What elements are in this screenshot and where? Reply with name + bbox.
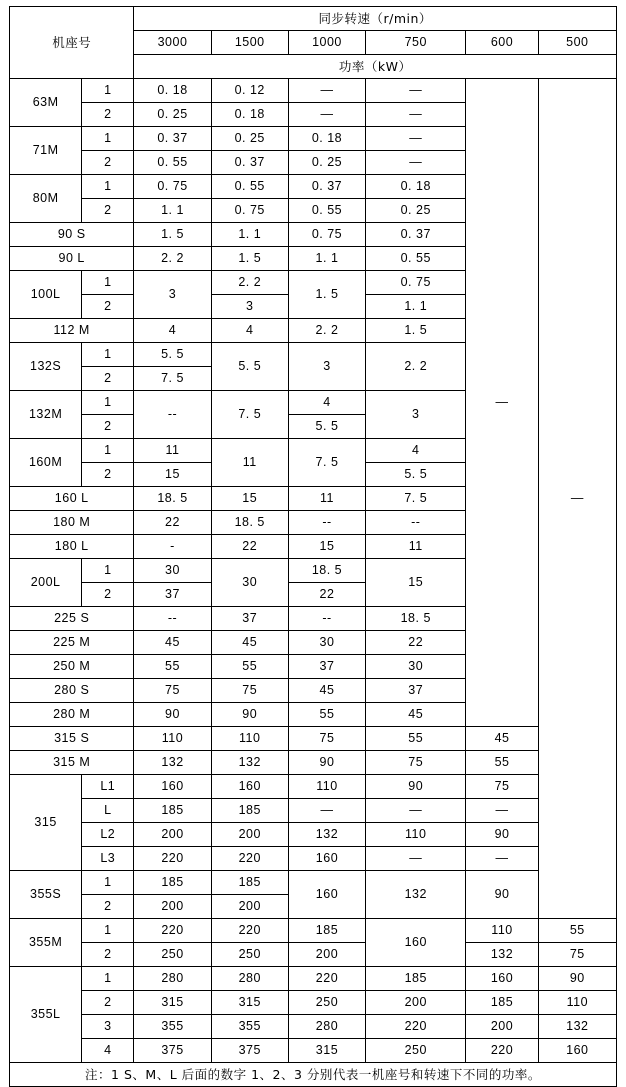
frame-label: 280 M	[10, 703, 134, 727]
table-row	[10, 823, 617, 847]
sub-label: 1	[82, 175, 134, 199]
sub-label: 2	[82, 463, 134, 487]
cell-750: 1. 5	[366, 319, 466, 343]
cell-1000: 4	[288, 391, 365, 415]
cell-3000: 15	[134, 463, 211, 487]
cell-1500: 185	[211, 799, 288, 823]
cell-750: 0. 37	[366, 223, 466, 247]
cell-1000: 55	[288, 703, 365, 727]
cell-1500: 11	[211, 439, 288, 487]
cell-750: --	[366, 511, 466, 535]
table-row	[10, 727, 617, 751]
cell-1000: 11	[288, 487, 365, 511]
cell-1000: 0. 55	[288, 199, 365, 223]
cell-3000: 3	[134, 271, 211, 319]
frame-label: 132S	[10, 343, 82, 391]
cell-3000: 160	[134, 775, 211, 799]
cell-1500: 355	[211, 1015, 288, 1039]
table-row	[10, 967, 617, 991]
cell-3000: 200	[134, 895, 211, 919]
cell-1000: 160	[288, 871, 365, 919]
cell-1500: 160	[211, 775, 288, 799]
header-speed-750: 750	[366, 31, 466, 55]
cell-1000: --	[288, 607, 365, 631]
sub-label: L	[82, 799, 134, 823]
frame-label: 160M	[10, 439, 82, 487]
cell-750: 110	[366, 823, 466, 847]
cell-1500: 0. 18	[211, 103, 288, 127]
cell-3000: 2. 2	[134, 247, 211, 271]
header-speed-500: 500	[538, 31, 616, 55]
sub-label: L3	[82, 847, 134, 871]
cell-750: 250	[366, 1039, 466, 1063]
cell-3000: 90	[134, 703, 211, 727]
cell-1500: 75	[211, 679, 288, 703]
cell-1500: 0. 37	[211, 151, 288, 175]
cell-750: 0. 55	[366, 247, 466, 271]
table-row	[10, 847, 617, 871]
frame-label: 160 L	[10, 487, 134, 511]
header-power-group: 功率（kW）	[134, 55, 617, 79]
cell-600: 132	[466, 943, 538, 967]
cell-600: 160	[466, 967, 538, 991]
cell-1500: 110	[211, 727, 288, 751]
cell-1000: 22	[288, 583, 365, 607]
cell-1000: 132	[288, 823, 365, 847]
cell-750: 90	[366, 775, 466, 799]
header-speed-600: 600	[466, 31, 538, 55]
cell-1000: 0. 75	[288, 223, 365, 247]
cell-1500: 2. 2	[211, 271, 288, 295]
sub-label: 2	[82, 943, 134, 967]
cell-3000: 1. 5	[134, 223, 211, 247]
cell-1000: 220	[288, 967, 365, 991]
cell-750: —	[366, 79, 466, 103]
cell-500: 75	[538, 943, 616, 967]
sub-label: 2	[82, 103, 134, 127]
frame-label: 355L	[10, 967, 82, 1063]
cell-3000: 220	[134, 847, 211, 871]
cell-3000: 355	[134, 1015, 211, 1039]
cell-3000: 110	[134, 727, 211, 751]
frame-label: 355S	[10, 871, 82, 919]
cell-600: 75	[466, 775, 538, 799]
cell-1000: 200	[288, 943, 365, 967]
cell-750: 37	[366, 679, 466, 703]
cell-600: 90	[466, 871, 538, 919]
cell-1500: 315	[211, 991, 288, 1015]
cell-3000: --	[134, 607, 211, 631]
frame-label: 225 S	[10, 607, 134, 631]
cell-3000: 30	[134, 559, 211, 583]
cell-3000: 0. 55	[134, 151, 211, 175]
header-speed-group: 同步转速（r/min）	[134, 7, 617, 31]
frame-label: 63M	[10, 79, 82, 127]
cell-3000: 45	[134, 631, 211, 655]
sub-label: 1	[82, 79, 134, 103]
sub-label: 2	[82, 295, 134, 319]
header-speed-1500: 1500	[211, 31, 288, 55]
cell-600: 55	[466, 751, 538, 775]
cell-1500: 45	[211, 631, 288, 655]
sub-label: L2	[82, 823, 134, 847]
frame-label: 180 L	[10, 535, 134, 559]
cell-1000: 110	[288, 775, 365, 799]
cell-600: 200	[466, 1015, 538, 1039]
sub-label: 1	[82, 343, 134, 367]
cell-600: 185	[466, 991, 538, 1015]
cell-3000: 315	[134, 991, 211, 1015]
sub-label: L1	[82, 775, 134, 799]
cell-1500: 55	[211, 655, 288, 679]
cell-1000: 1. 1	[288, 247, 365, 271]
sub-label: 1	[82, 391, 134, 415]
table-row	[10, 919, 617, 943]
cell-1000: 1. 5	[288, 271, 365, 319]
cell-3000: 37	[134, 583, 211, 607]
cell-3000: 0. 25	[134, 103, 211, 127]
cell-3000: 7. 5	[134, 367, 211, 391]
cell-500: 90	[538, 967, 616, 991]
cell-750: 45	[366, 703, 466, 727]
table-row	[10, 871, 617, 895]
note-row	[10, 1063, 617, 1087]
cell-750: 1. 1	[366, 295, 466, 319]
cell-1000: 0. 18	[288, 127, 365, 151]
cell-1500: 5. 5	[211, 343, 288, 391]
sub-label: 2	[82, 583, 134, 607]
table-row	[10, 991, 617, 1015]
cell-3000: 1. 1	[134, 199, 211, 223]
frame-label: 200L	[10, 559, 82, 607]
cell-1500: 0. 75	[211, 199, 288, 223]
frame-label: 180 M	[10, 511, 134, 535]
frame-label: 315	[10, 775, 82, 871]
cell-1000: 30	[288, 631, 365, 655]
cell-3000: 280	[134, 967, 211, 991]
cell-1500: 250	[211, 943, 288, 967]
cell-1500: 185	[211, 871, 288, 895]
cell-3000: 200	[134, 823, 211, 847]
cell-750: 11	[366, 535, 466, 559]
frame-label: 225 M	[10, 631, 134, 655]
cell-1000: 2. 2	[288, 319, 365, 343]
cell-600-merged: —	[466, 79, 538, 727]
cell-750: 185	[366, 967, 466, 991]
cell-1000: 0. 25	[288, 151, 365, 175]
sub-label: 2	[82, 151, 134, 175]
cell-1500: 132	[211, 751, 288, 775]
sub-label: 3	[82, 1015, 134, 1039]
table-row	[10, 943, 617, 967]
cell-1500: 18. 5	[211, 511, 288, 535]
sub-label: 2	[82, 415, 134, 439]
cell-3000: 185	[134, 871, 211, 895]
cell-750: 132	[366, 871, 466, 919]
frame-label: 71M	[10, 127, 82, 175]
cell-3000: 0. 37	[134, 127, 211, 151]
cell-1000: 280	[288, 1015, 365, 1039]
cell-3000: 75	[134, 679, 211, 703]
frame-label: 315 M	[10, 751, 134, 775]
frame-label: 90 L	[10, 247, 134, 271]
cell-3000: 375	[134, 1039, 211, 1063]
frame-label: 250 M	[10, 655, 134, 679]
cell-3000: 0. 18	[134, 79, 211, 103]
frame-label: 315 S	[10, 727, 134, 751]
cell-1000: 90	[288, 751, 365, 775]
cell-1000: 0. 37	[288, 175, 365, 199]
cell-750: 5. 5	[366, 463, 466, 487]
cell-1000: 315	[288, 1039, 365, 1063]
sub-label: 2	[82, 367, 134, 391]
sub-label: 2	[82, 991, 134, 1015]
table-row	[10, 1015, 617, 1039]
table-row	[10, 799, 617, 823]
cell-750: 55	[366, 727, 466, 751]
cell-3000: --	[134, 391, 211, 439]
cell-3000: 11	[134, 439, 211, 463]
cell-1000: 5. 5	[288, 415, 365, 439]
cell-750: 15	[366, 559, 466, 607]
cell-3000: 185	[134, 799, 211, 823]
motor-power-table	[9, 6, 617, 1087]
cell-3000: 250	[134, 943, 211, 967]
cell-1000: 3	[288, 343, 365, 391]
cell-1500: 0. 25	[211, 127, 288, 151]
cell-1000: 18. 5	[288, 559, 365, 583]
cell-750: 3	[366, 391, 466, 439]
cell-3000: -	[134, 535, 211, 559]
cell-3000: 0. 75	[134, 175, 211, 199]
header-frame-label: 机座号	[10, 7, 134, 79]
cell-1000: 7. 5	[288, 439, 365, 487]
cell-750: 0. 18	[366, 175, 466, 199]
frame-label: 90 S	[10, 223, 134, 247]
frame-label: 100L	[10, 271, 82, 319]
sub-label: 1	[82, 439, 134, 463]
cell-750: —	[366, 151, 466, 175]
cell-750: 0. 75	[366, 271, 466, 295]
cell-3000: 5. 5	[134, 343, 211, 367]
cell-750: 2. 2	[366, 343, 466, 391]
cell-750: 0. 25	[366, 199, 466, 223]
cell-750: —	[366, 799, 466, 823]
table-row	[10, 79, 617, 103]
sub-label: 1	[82, 919, 134, 943]
frame-label: 80M	[10, 175, 82, 223]
sub-label: 4	[82, 1039, 134, 1063]
frame-label: 355M	[10, 919, 82, 967]
cell-500: 132	[538, 1015, 616, 1039]
table-row	[10, 775, 617, 799]
cell-750: —	[366, 103, 466, 127]
cell-1000: 75	[288, 727, 365, 751]
cell-3000: 220	[134, 919, 211, 943]
table-row	[10, 751, 617, 775]
cell-1500: 4	[211, 319, 288, 343]
cell-1500: 30	[211, 559, 288, 607]
cell-500: 55	[538, 919, 616, 943]
cell-1500: 200	[211, 895, 288, 919]
cell-750: —	[366, 127, 466, 151]
cell-1500: 15	[211, 487, 288, 511]
cell-1500: 200	[211, 823, 288, 847]
cell-750: 75	[366, 751, 466, 775]
header-speed-1000: 1000	[288, 31, 365, 55]
cell-750: 7. 5	[366, 487, 466, 511]
frame-label: 132M	[10, 391, 82, 439]
cell-3000: 132	[134, 751, 211, 775]
cell-1000: 37	[288, 655, 365, 679]
cell-1000: —	[288, 79, 365, 103]
cell-500: 160	[538, 1039, 616, 1063]
table-row	[10, 1039, 617, 1063]
cell-600: 45	[466, 727, 538, 751]
cell-1500: 220	[211, 919, 288, 943]
cell-3000: 4	[134, 319, 211, 343]
cell-750: 4	[366, 439, 466, 463]
cell-600: 90	[466, 823, 538, 847]
cell-1500: 90	[211, 703, 288, 727]
frame-label: 280 S	[10, 679, 134, 703]
sub-label: 2	[82, 199, 134, 223]
cell-1500: 280	[211, 967, 288, 991]
table-note: 注：1 S、M、L 后面的数字 1、2、3 分别代表一机座号和转速下不同的功率。	[10, 1063, 617, 1087]
cell-1500: 37	[211, 607, 288, 631]
cell-1500: 375	[211, 1039, 288, 1063]
header-row-1	[10, 7, 617, 31]
cell-1500: 1. 1	[211, 223, 288, 247]
cell-3000: 18. 5	[134, 487, 211, 511]
cell-1500: 0. 12	[211, 79, 288, 103]
cell-500: 110	[538, 991, 616, 1015]
sub-label: 1	[82, 967, 134, 991]
sub-label: 1	[82, 871, 134, 895]
cell-3000: 55	[134, 655, 211, 679]
cell-1500: 7. 5	[211, 391, 288, 439]
cell-750: 22	[366, 631, 466, 655]
cell-500-merged: —	[538, 79, 616, 919]
cell-750: 220	[366, 1015, 466, 1039]
cell-600: 220	[466, 1039, 538, 1063]
sub-label: 1	[82, 559, 134, 583]
cell-1000: 250	[288, 991, 365, 1015]
cell-1000: 185	[288, 919, 365, 943]
cell-750: 200	[366, 991, 466, 1015]
cell-1000: —	[288, 103, 365, 127]
cell-1000: 160	[288, 847, 365, 871]
cell-1000: 45	[288, 679, 365, 703]
cell-600: —	[466, 799, 538, 823]
cell-1000: —	[288, 799, 365, 823]
cell-750: —	[366, 847, 466, 871]
cell-600: 110	[466, 919, 538, 943]
cell-1500: 220	[211, 847, 288, 871]
cell-3000: 22	[134, 511, 211, 535]
sub-label: 2	[82, 895, 134, 919]
cell-750: 18. 5	[366, 607, 466, 631]
cell-1000: 15	[288, 535, 365, 559]
sub-label: 1	[82, 127, 134, 151]
cell-750: 160	[366, 919, 466, 967]
frame-label: 112 M	[10, 319, 134, 343]
cell-1500: 3	[211, 295, 288, 319]
sub-label: 1	[82, 271, 134, 295]
cell-1500: 1. 5	[211, 247, 288, 271]
cell-1500: 22	[211, 535, 288, 559]
cell-1000: --	[288, 511, 365, 535]
cell-1500: 0. 55	[211, 175, 288, 199]
cell-750: 30	[366, 655, 466, 679]
cell-600: —	[466, 847, 538, 871]
header-speed-3000: 3000	[134, 31, 211, 55]
